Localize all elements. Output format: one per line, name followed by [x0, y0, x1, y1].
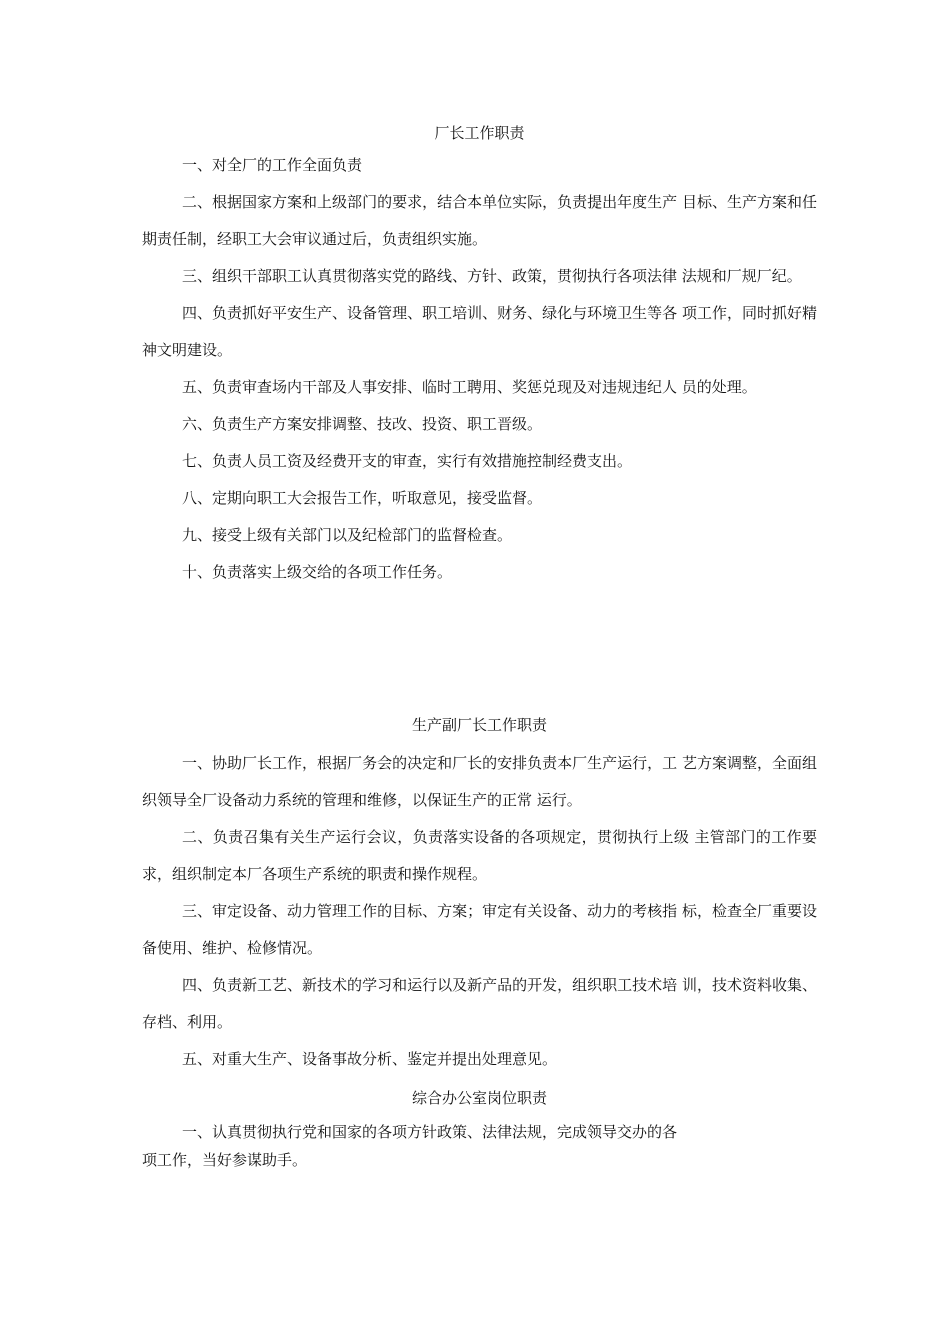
duty-item: 十、负责落实上级交给的各项工作任务。 [182, 563, 453, 581]
duty-item: 四、负责抓好平安生产、设备管理、职工培训、财务、绿化与环境卫生等各 项工作，同时抓好精神文明建设。 [142, 304, 817, 359]
duty-item: 四、负责新工艺、新技术的学习和运行以及新产品的开发，组织职工技术培 训，技术资料收集、存档、利用。 [142, 976, 817, 1031]
section-title-production-deputy: 生产副厂长工作职责 [411, 716, 547, 734]
section-body-factory-director [142, 147, 817, 591]
duty-item: 二、根据国家方案和上级部门的要求，结合本单位实际，负责提出年度生产 目标、生产方案和任期责任制，经职工大会审议通过后，负责组织实施。 [142, 193, 817, 248]
section-title-factory-director: 厂长工作职责 [434, 124, 525, 142]
section-body-general-office [142, 1118, 817, 1174]
duty-item: 项工作，当好参谋助手。 [142, 1151, 308, 1169]
duty-item: 二、负责召集有关生产运行会议，负责落实设备的各项规定，贯彻执行上级 主管部门的工作要求，组织制定本厂各项生产系统的职责和操作规程。 [142, 828, 817, 883]
duty-item: 九、接受上级有关部门以及纪检部门的监督检查。 [182, 526, 513, 544]
duty-item: 一、协助厂长工作，根据厂务会的决定和厂长的安排负责本厂生产运行，工 艺方案调整，全面组织领导全厂设备动力系统的管理和维修，以保证生产的正常 运行。 [142, 754, 817, 809]
section-body-production-deputy [142, 745, 817, 1078]
duty-item: 六、负责生产方案安排调整、技改、投资、职工晋级。 [182, 415, 543, 433]
duty-item: 五、对重大生产、设备事故分析、鉴定并提出处理意见。 [182, 1050, 558, 1068]
duty-item: 一、对全厂的工作全面负责 [182, 156, 363, 174]
duty-item: 八、定期向职工大会报告工作，听取意见，接受监督。 [182, 489, 543, 507]
duty-item: 三、审定设备、动力管理工作的目标、方案；审定有关设备、动力的考核指 标，检查全厂重要设备使用、维护、检修情况。 [142, 902, 817, 957]
duty-item: 一、认真贯彻执行党和国家的各项方针政策、法律法规，完成领导交办的各 [182, 1123, 678, 1141]
section-title-general-office: 综合办公室岗位职责 [411, 1089, 547, 1107]
duty-item: 七、负责人员工资及经费开支的审查，实行有效措施控制经费支出。 [182, 452, 633, 470]
duty-item: 三、组织干部职工认真贯彻落实党的路线、方针、政策，贯彻执行各项法律 法规和厂规厂纪。 [182, 267, 802, 285]
duty-item: 五、负责审查场内干部及人事安排、临时工聘用、奖惩兑现及对违规违纪人 员的处理。 [182, 378, 757, 396]
